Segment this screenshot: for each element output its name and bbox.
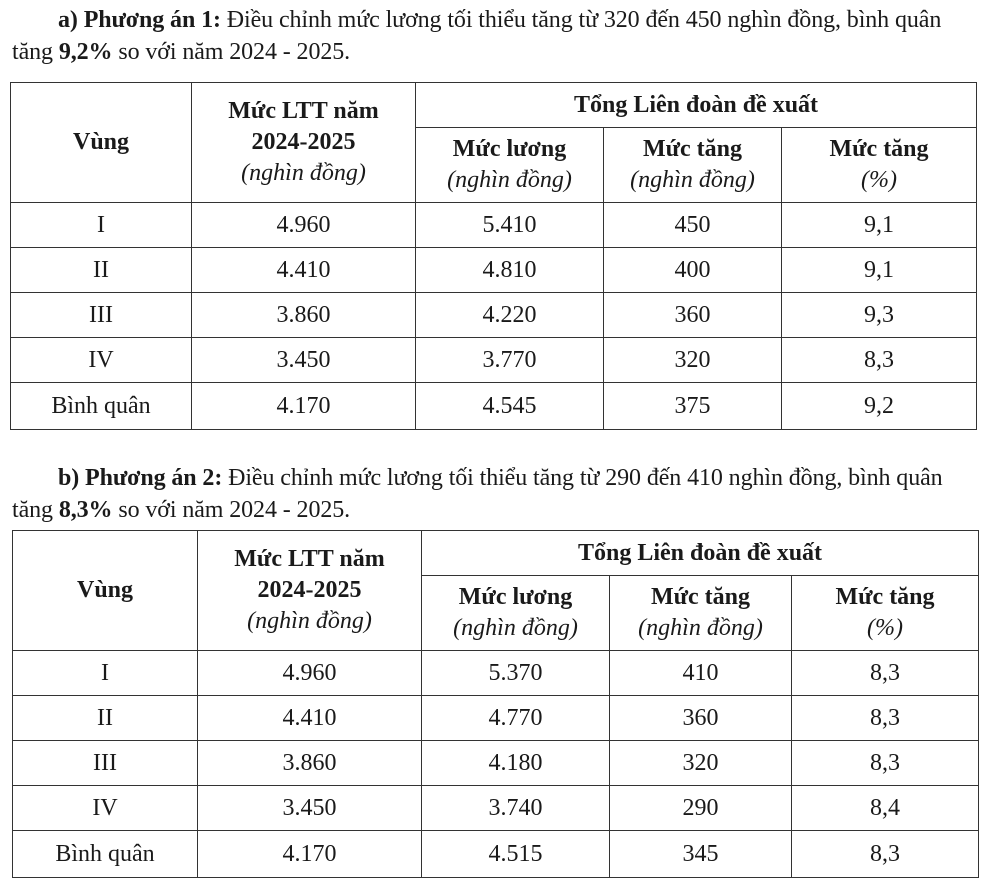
cell-increase: 400 — [604, 248, 782, 293]
cell-region: II — [13, 696, 198, 741]
cell-ltt: 3.860 — [198, 741, 422, 786]
header-wage — [422, 576, 610, 651]
cell-ltt: 4.410 — [198, 696, 422, 741]
option-1-average-pct: 9,2% — [58, 39, 113, 65]
cell-region: I — [13, 651, 198, 696]
table-row — [11, 203, 977, 248]
header-increase — [604, 128, 782, 203]
cell-increase: 360 — [604, 293, 782, 338]
section-option-1 — [0, 0, 1000, 419]
cell-increase: 320 — [604, 338, 782, 383]
option-1-intro — [0, 0, 1000, 68]
cell-ltt: 4.410 — [192, 248, 416, 293]
header-increase-pct-title: Mức tăng — [835, 584, 935, 610]
cell-increase-pct: 8,3 — [792, 651, 979, 696]
cell-wage: 4.220 — [416, 293, 604, 338]
cell-total-increase-pct: 9,2 — [782, 383, 977, 430]
header-increase-pct-title: Mức tăng — [829, 136, 929, 162]
cell-total-increase: 345 — [610, 831, 792, 878]
cell-increase: 290 — [610, 786, 792, 831]
option-1-tail: so với năm 2024 - 2025. — [112, 39, 351, 65]
cell-wage: 4.810 — [416, 248, 604, 293]
table-row — [13, 651, 979, 696]
table-row — [13, 741, 979, 786]
cell-increase: 320 — [610, 741, 792, 786]
cell-increase-pct: 8,3 — [792, 741, 979, 786]
option-2-table — [12, 530, 979, 878]
cell-total-ltt: 4.170 — [192, 383, 416, 430]
header-group: Tổng Liên đoàn đề xuất — [416, 83, 977, 128]
cell-ltt: 3.450 — [192, 338, 416, 383]
header-ltt-unit: (nghìn đồng) — [247, 608, 372, 634]
cell-wage: 5.410 — [416, 203, 604, 248]
header-increase-title: Mức tăng — [650, 584, 751, 610]
header-ltt — [192, 83, 416, 203]
header-increase-unit: (nghìn đồng) — [630, 167, 755, 193]
cell-wage: 3.740 — [422, 786, 610, 831]
total-row — [13, 831, 979, 878]
table-row — [11, 248, 977, 293]
header-increase-title: Mức tăng — [642, 136, 743, 162]
header-increase-pct-unit: (%) — [861, 167, 897, 193]
header-region: Vùng — [11, 83, 192, 203]
cell-total-label: Bình quân — [13, 831, 198, 878]
cell-region: III — [11, 293, 192, 338]
header-ltt-unit: (nghìn đồng) — [241, 160, 366, 186]
cell-total-wage: 4.515 — [422, 831, 610, 878]
header-wage-unit: (nghìn đồng) — [447, 167, 572, 193]
header-ltt — [198, 531, 422, 651]
section-option-2 — [0, 456, 1000, 867]
cell-increase-pct: 9,1 — [782, 203, 977, 248]
table-row — [13, 696, 979, 741]
cell-total-increase: 375 — [604, 383, 782, 430]
table-row — [13, 786, 979, 831]
cell-wage: 3.770 — [416, 338, 604, 383]
cell-increase-pct: 8,3 — [792, 696, 979, 741]
cell-region: IV — [13, 786, 198, 831]
option-1-description: Điều chỉnh mức lương tối thiểu tăng từ 320 đến 450 nghìn đồng, bình quân tăng — [12, 7, 942, 65]
cell-ltt: 3.860 — [192, 293, 416, 338]
header-increase-pct — [782, 128, 977, 203]
cell-increase: 450 — [604, 203, 782, 248]
table-row — [11, 338, 977, 383]
cell-increase-pct: 9,3 — [782, 293, 977, 338]
header-increase-pct-unit: (%) — [867, 615, 903, 641]
header-increase-unit: (nghìn đồng) — [638, 615, 763, 641]
header-region: Vùng — [13, 531, 198, 651]
total-row — [11, 383, 977, 430]
cell-ltt: 3.450 — [198, 786, 422, 831]
option-2-intro — [0, 456, 1000, 526]
cell-wage: 5.370 — [422, 651, 610, 696]
cell-increase-pct: 9,1 — [782, 248, 977, 293]
cell-ltt: 4.960 — [192, 203, 416, 248]
cell-ltt: 4.960 — [198, 651, 422, 696]
header-group: Tổng Liên đoàn đề xuất — [422, 531, 979, 576]
cell-wage: 4.770 — [422, 696, 610, 741]
option-2-label: b) Phương án 2: — [58, 465, 223, 491]
header-ltt-title: Mức LTT năm 2024-2025 — [228, 98, 379, 155]
cell-increase: 410 — [610, 651, 792, 696]
cell-region: IV — [11, 338, 192, 383]
cell-wage: 4.180 — [422, 741, 610, 786]
option-2-tail: so với năm 2024 - 2025. — [112, 497, 351, 523]
cell-region: I — [11, 203, 192, 248]
cell-increase-pct: 8,4 — [792, 786, 979, 831]
cell-region: II — [11, 248, 192, 293]
option-1-table — [10, 82, 977, 430]
cell-total-label: Bình quân — [11, 383, 192, 430]
header-wage — [416, 128, 604, 203]
header-wage-title: Mức lương — [452, 136, 567, 162]
header-wage-title: Mức lương — [458, 584, 573, 610]
cell-increase: 360 — [610, 696, 792, 741]
cell-total-increase-pct: 8,3 — [792, 831, 979, 878]
header-increase-pct — [792, 576, 979, 651]
cell-region: III — [13, 741, 198, 786]
header-increase — [610, 576, 792, 651]
header-ltt-title: Mức LTT năm 2024-2025 — [234, 546, 385, 603]
table-row — [11, 293, 977, 338]
option-2-average-pct: 8,3% — [58, 497, 113, 523]
option-1-label: a) Phương án 1: — [58, 7, 221, 33]
cell-total-ltt: 4.170 — [198, 831, 422, 878]
option-2-description: Điều chỉnh mức lương tối thiểu tăng từ 290 đến 410 nghìn đồng, bình quân tăng — [12, 465, 943, 523]
header-wage-unit: (nghìn đồng) — [453, 615, 578, 641]
cell-increase-pct: 8,3 — [782, 338, 977, 383]
cell-total-wage: 4.545 — [416, 383, 604, 430]
